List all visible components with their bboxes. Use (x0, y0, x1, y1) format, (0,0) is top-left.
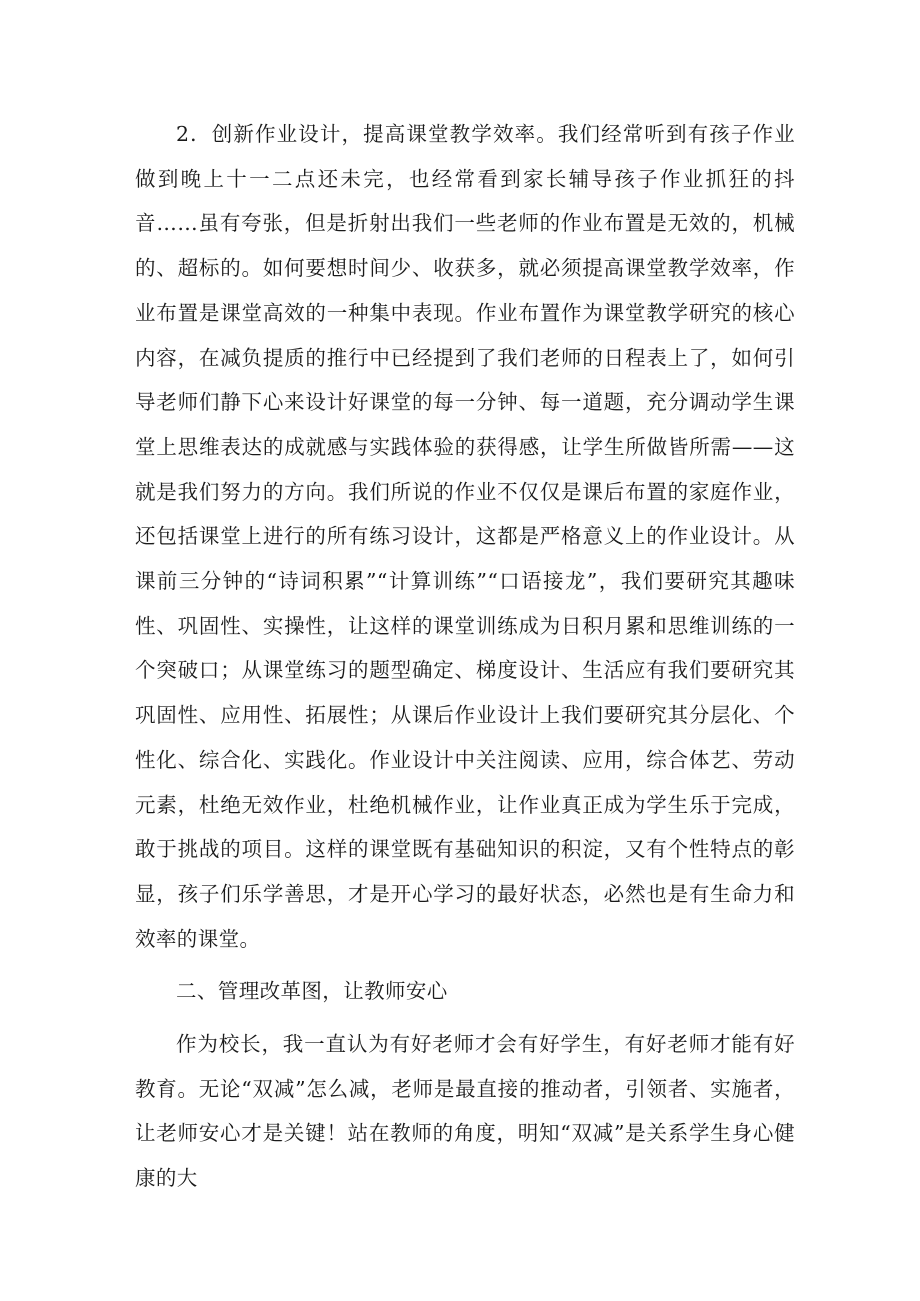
paragraph-principal: 作为校长，我一直认为有好老师才会有好学生，有好老师才能有好教育。无论“双减”怎么减，老师是最直接的推动者，引领者、实施者，让老师安心才是关键！站在教师的角度，明知“双减”是关系学生身心健康的大 (135, 1032, 795, 1191)
paragraph-homework-design: 2．创新作业设计，提高课堂教学效率。我们经常听到有孩子作业做到晚上十一二点还未完，也经常看到家长辅导孩子作业抓狂的抖音……虽有夸张，但是折射出我们一些老师的作业布置是无效的，机械的、超标的。如何要想时间少、收获多，就必须提高课堂教学效率，作业布置是课堂高效的一种集中表现。作业布置作为课堂教学研究的核心内容，在减负提质的推行中已经提到了我们老师的日程表上了，如何引导老师们静下心来设计好课堂的每一分钟、每一道题，充分调动学生课堂上思维表达的成就感与实践体验的获得感，让学生所做皆所需——这就是我们努力的方向。我们所说的作业不仅仅是课后布置的家庭作业，还包括课堂上进行的所有练习设计，这都是严格意义上的作业设计。从课前三分钟的“诗词积累”“计算训练”“口语接龙”，我们要研究其趣味性、巩固性、实操性，让这样的课堂训练成为日积月累和思维训练的一个突破口；从课堂练习的题型确定、梯度设计、生活应有我们要研究其巩固性、应用性、拓展性；从课后作业设计上我们要研究其分层化、个性化、综合化、实践化。作业设计中关注阅读、应用，综合体艺、劳动元素，杜绝无效作业，杜绝机械作业，让作业真正成为学生乐于完成，敢于挑战的项目。这样的课堂既有基础知识的积淀，又有个性特点的彰显，孩子们乐学善思，才是开心学习的最好状态，必然也是有生命力和效率的课堂。 (135, 122, 795, 951)
document-body (135, 112, 795, 1201)
section-heading-management: 二、管理改革图，让教师安心 (176, 979, 448, 1004)
